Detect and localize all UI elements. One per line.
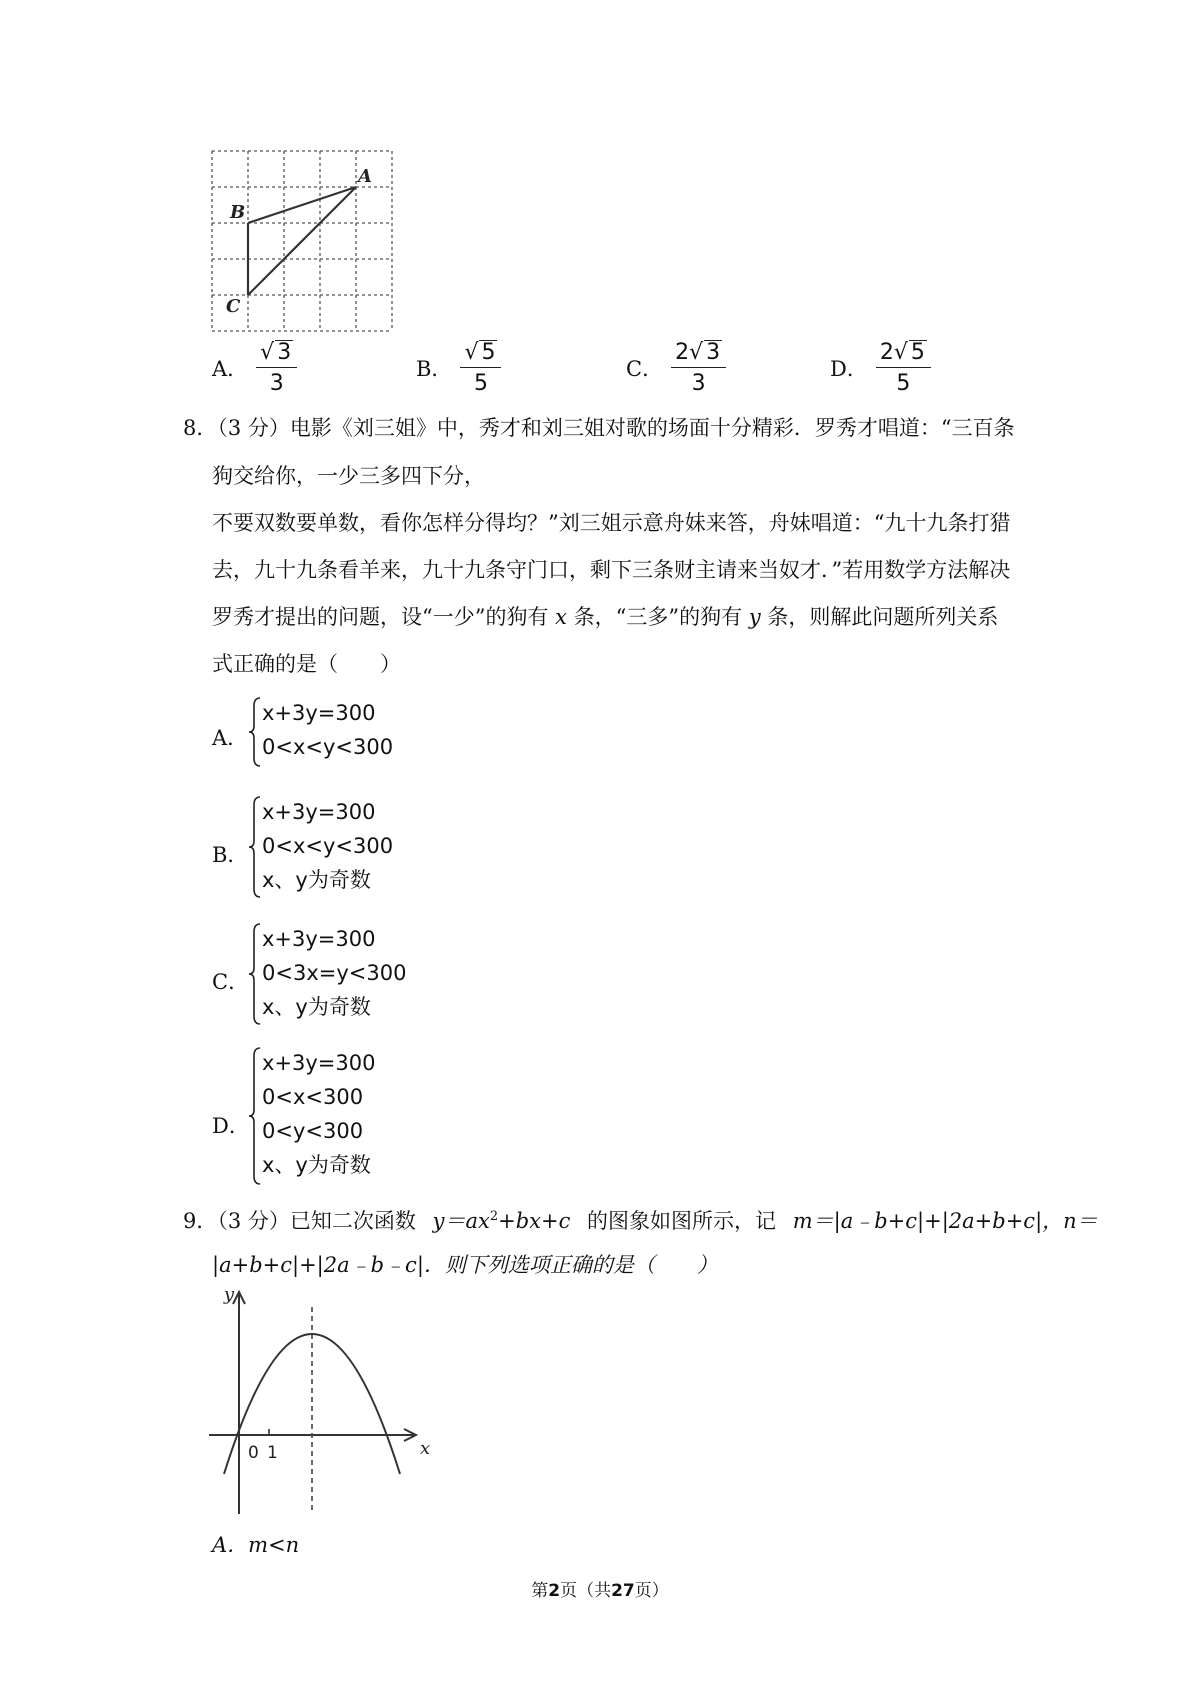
q8-line-5: 罗秀才提出的问题，设“一少”的狗有 x 条，“三多”的狗有 y 条，则解此问题所列关系: [212, 605, 999, 629]
q8-option-a-label[interactable]: A．: [212, 726, 249, 750]
q7-choice-d[interactable]: [830, 340, 931, 396]
system-row: 0<x<300: [262, 1085, 364, 1109]
system-row: x+3y=300: [262, 800, 376, 824]
q7-choice-b[interactable]: [416, 340, 501, 396]
segment-ba: [248, 187, 356, 223]
parabola-graph: [204, 1282, 434, 1522]
system-row: x、y为奇数: [262, 995, 371, 1019]
system-row: 0<x<y<300: [262, 834, 394, 858]
q9-line-1: 9．（3 分）已知二次函数 $y=ax^2+bx+c$ 的图象如图所示，记 m＝|a﹣b+c|+|2a+b+c|，n＝: [183, 1209, 1098, 1233]
fraction: $\frac{√ 5}{5}$: [460, 340, 501, 396]
system-row: x+3y=300: [262, 927, 376, 951]
system-row: x+3y=300: [262, 701, 376, 725]
segment-ca: [248, 187, 356, 295]
choice-label: A．: [212, 357, 249, 381]
point-a-label: A: [358, 166, 372, 187]
system-row: 0<3x=y<300: [262, 961, 407, 985]
page-total: 27: [611, 1581, 635, 1601]
q7-choice-a[interactable]: [212, 340, 297, 396]
system-row: 0<y<300: [262, 1119, 364, 1143]
q8-line-3: 不要双数要单数，看你怎样分得均？”刘三姐示意舟妹来答，舟妹唱道：“九十九条打猎: [212, 511, 1011, 535]
q8-option-b-label[interactable]: B．: [212, 843, 249, 867]
q8-line-4: 去，九十九条看羊来，九十九条守门口，剩下三条财主请来当奴才．”若用数学方法解决: [212, 558, 1011, 582]
x-axis-label: x: [420, 1438, 431, 1459]
q7-choice-c[interactable]: [626, 340, 726, 396]
tick-one-label: 1: [267, 1443, 278, 1463]
system-row: x、y为奇数: [262, 1153, 371, 1177]
system-row: 0<x<y<300: [262, 735, 394, 759]
fraction: $\frac{√ 3}{3}$: [256, 340, 297, 396]
system-row: x、y为奇数: [262, 868, 371, 892]
origin-label: 0: [248, 1443, 259, 1463]
q8-line-6: 式正确的是（ ）: [212, 652, 401, 676]
q8-option-c-system[interactable]: [262, 922, 406, 1024]
q8-option-c-label[interactable]: C．: [212, 970, 250, 994]
q8-option-d-system[interactable]: [262, 1046, 376, 1182]
page-number: 2: [548, 1581, 561, 1601]
q9-choice-a[interactable]: A．m<n: [212, 1533, 300, 1557]
q8-option-b-system[interactable]: [262, 795, 393, 897]
q8-option-d-label[interactable]: D．: [212, 1114, 250, 1138]
q8-option-a-system[interactable]: [262, 696, 393, 764]
q9-line-2: |a+b+c|+|2a﹣b﹣c|．则下列选项正确的是（ ）: [212, 1253, 718, 1277]
q8-line-1: 8．（3 分）电影《刘三姐》中，秀才和刘三姐对歌的场面十分精彩．罗秀才唱道：“三百条: [183, 416, 1015, 440]
grid-triangle-figure: [200, 146, 400, 336]
choice-label: B．: [416, 357, 453, 381]
fraction: $\frac{2√ 5}{5}$: [876, 340, 931, 396]
page-footer: 第2页（共27页）: [531, 1581, 669, 1601]
fraction: $\frac{2√ 3}{3}$: [671, 340, 726, 396]
system-row: x+3y=300: [262, 1051, 376, 1075]
choice-label: C．: [626, 357, 664, 381]
point-b-label: B: [230, 202, 246, 223]
point-c-label: C: [226, 296, 241, 317]
q8-line-2: 狗交给你，一少三多四下分，: [212, 464, 485, 488]
choice-label: D．: [830, 357, 868, 381]
y-axis-label: y: [223, 1284, 234, 1305]
